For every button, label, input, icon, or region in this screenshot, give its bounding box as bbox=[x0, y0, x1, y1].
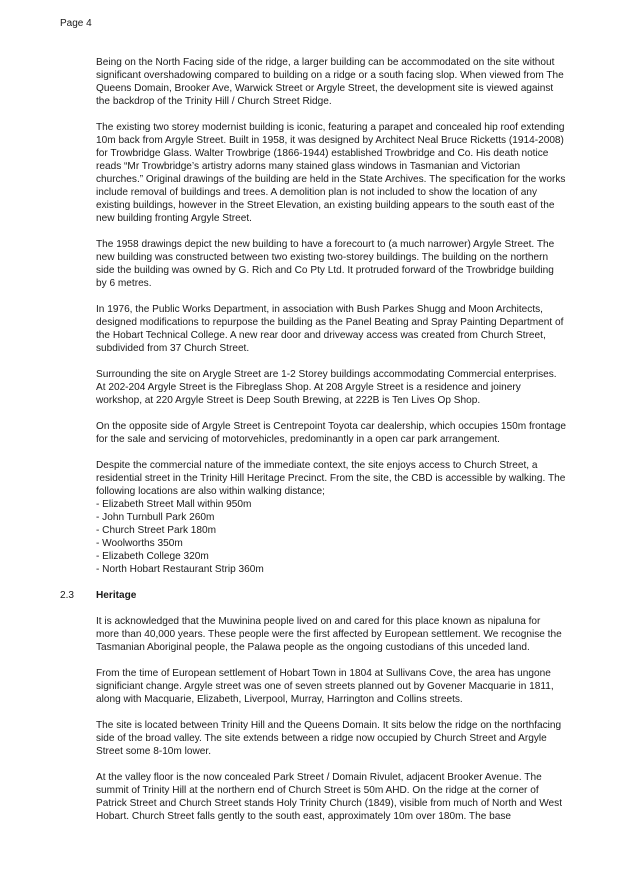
walking-distance-list bbox=[96, 498, 566, 576]
paragraph: Despite the commercial nature of the immediate context, the site enjoys access to Church Street, a residential street in the Trinity Hill Heritage Precinct. From the site, the CBD is accessible by walking. The following locations are also within walking distance; bbox=[96, 460, 566, 497]
paragraph: The 1958 drawings depict the new building to have a forecourt to (a much narrower) Argyle Street. The new building was constructed between two existing two-storey buildings. The building on the northern side the building was owned by G. Rich and Co Pty Ltd. It protruded forward of the Trowbridge building by 6 metres. bbox=[96, 239, 555, 289]
paragraph: The existing two storey modernist building is iconic, featuring a parapet and concealed hip roof extending 10m back from Argyle Street. Built in 1958, it was designed by Architect Neal Bruce Ricketts (1914-2008) for Trowbridge Glass. Walter Trowbrige (1866-1944) established Trowbridge and Co. His death notice reads “Mr Trowbridge’s artistry adorns many stained glass windows in Tasmanian and Victorian churches.” Original drawings of the building are held in the State Archives. The specification for the works include removal of buildings and trees. A demolition plan is not included to show the location of any existing buildings, however in the Street Elevation, an existing building appears to the south east of the new building fronting Argyle Street. bbox=[96, 122, 566, 224]
paragraph: Being on the North Facing side of the ridge, a larger building can be accommodated on the site without significant overshadowing compared to building on a ridge or a south facing slop. When viewed from The Queens Domain, Brooker Ave, Warwick Street or Argyle Street, the development site is viewed against the backdrop of the Trinity Hill / Church Street Ridge. bbox=[96, 57, 564, 107]
paragraph: It is acknowledged that the Muwinina people lived on and cared for this place known as nipaluna for more than 40,000 years. These people were the first affected by European settlement. We recognise the Tasmanian Aboriginal people, the Palawa people as the ongoing custodians of this unceded land. bbox=[96, 616, 562, 653]
section-heading bbox=[60, 589, 566, 602]
body-text bbox=[60, 56, 567, 836]
list-item: - John Turnbull Park 260m bbox=[96, 512, 215, 523]
paragraph: In 1976, the Public Works Department, in association with Bush Parkes Shugg and Moon Architects, designed modifications to repurpose the building as the Panel Beating and Spray Painting Department of the Hobart Technical College. A new rear door and driveway access was created from Church Street, subdivided from 37 Church Street. bbox=[96, 304, 564, 354]
page-number: Page 4 bbox=[60, 18, 92, 29]
list-item: - Church Street Park 180m bbox=[96, 525, 217, 536]
list-item: - North Hobart Restaurant Strip 360m bbox=[96, 564, 264, 575]
paragraph: From the time of European settlement of Hobart Town in 1804 at Sullivans Cove, the area has ungone significiant change. Argyle street was one of seven streets planned out by Govener Macquarie in 1811, along with Macquarie, Elizabeth, Liverpool, Murray, Harrington and Collins streets. bbox=[96, 668, 554, 705]
list-item: - Woolworths 350m bbox=[96, 538, 183, 549]
section-number: 2.3 bbox=[60, 590, 75, 601]
section-title: Heritage bbox=[96, 590, 137, 601]
paragraph: On the opposite side of Argyle Street is Centrepoint Toyota car dealership, which occupies 150m frontage for the sale and servicing of motorvehicles, predominantly in a open car park arrangement. bbox=[96, 421, 567, 445]
list-item: - Elizabeth Street Mall within 950m bbox=[96, 499, 252, 510]
paragraph: The site is located between Trinity Hill and the Queens Domain. It sits below the ridge on the northfacing side of the broad valley. The site extends between a ridge now occupied by Church Street and Argyle Street some 8-10m lower. bbox=[96, 720, 562, 757]
paragraph: Surrounding the site on Arygle Street are 1-2 Storey buildings accommodating Commercial enterprises. At 202-204 Argyle Street is the Fibreglass Shop. At 208 Argyle Street is a residence and joinery workshop, at 220 Argyle Street is Deep South Brewing, at 222B is Ten Lives Op Shop. bbox=[96, 369, 557, 406]
paragraph: At the valley floor is the now concealed Park Street / Domain Rivulet, adjacent Brooker Avenue. The summit of Trinity Hill at the northern end of Church Street is 50m AHD. On the ridge at the corner of Patrick Street and Church Street stands Holy Trinity Church (1849), visible from much of North and West Hobart. Church Street falls gently to the south east, approximately 10m over 180m. The base bbox=[96, 772, 562, 822]
list-item: - Elizabeth College 320m bbox=[96, 551, 209, 562]
